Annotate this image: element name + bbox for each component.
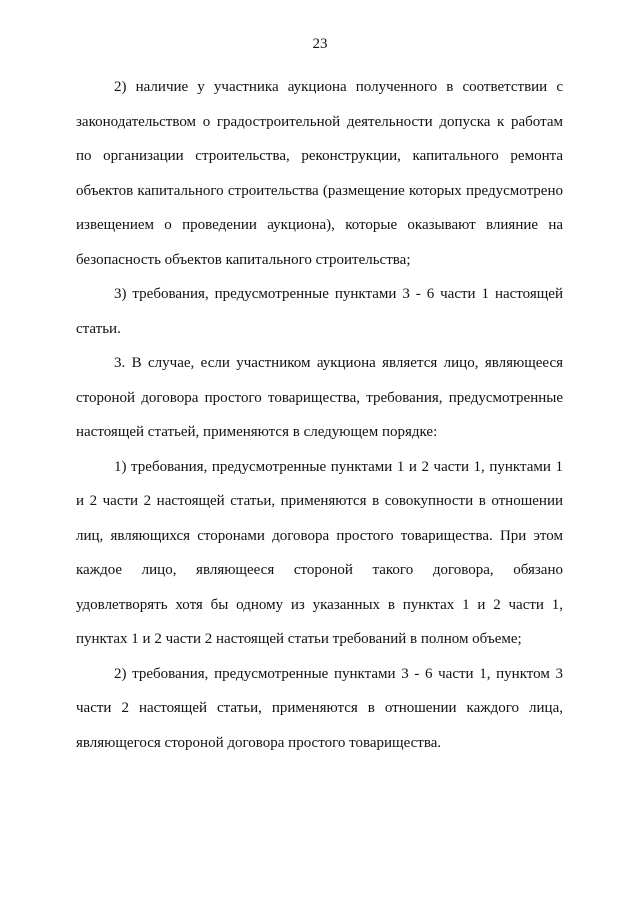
paragraph-item-2-permit: 2) наличие у участника аукциона полученного в соответствии с законодательством о градостроительной деятельности допуска к работам по организации строительства, реконструкции, капитального ремонта объектов капитального строительства (размещение которых предусмотрено извещением о проведении аукциона), которые оказывают влияние на безопасность объектов капитального строительства; [76, 79, 563, 268]
document-body [76, 70, 563, 760]
paragraph-item-3-requirements: 3) требования, предусмотренные пунктами 3 - 6 части 1 настоящей статьи. [76, 286, 563, 337]
paragraph-item-1-combined-requirements: 1) требования, предусмотренные пунктами 1 и 2 части 1, пунктами 1 и 2 части 2 настоящей статьи, применяются в совокупности в отношении лиц, являющихся сторонами договора простого товарищества. При этом каждое лицо, являющееся стороной такого договора, обязано удовлетворять хотя бы одному из указанных в пунктах 1 и 2 части 1, пунктах 1 и 2 части 2 настоящей статьи требований в полном объеме; [76, 458, 563, 647]
paragraph-section-3-partnership: 3. В случае, если участником аукциона является лицо, являющееся стороной договора простого товарищества, требования, предусмотренные настоящей статьей, применяются в следующем порядке: [76, 355, 563, 440]
paragraph-item-2-individual-requirements: 2) требования, предусмотренные пунктами 3 - 6 части 1, пунктом 3 части 2 настоящей статьи, применяются в отношении каждого лица, являющегося стороной договора простого товарищества. [76, 665, 563, 751]
page-number: 23 [312, 36, 328, 52]
